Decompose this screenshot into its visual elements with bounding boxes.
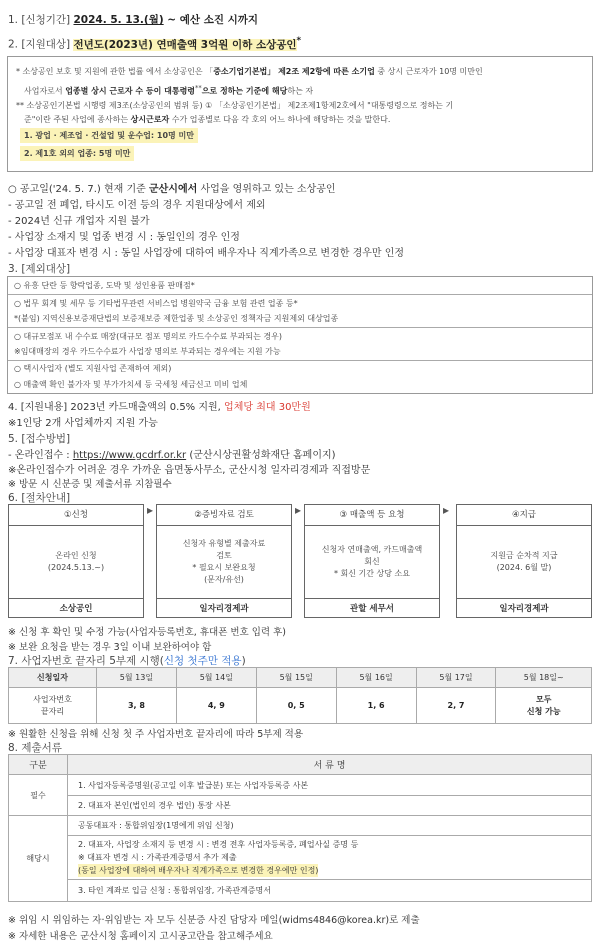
edit-note: ※ 신청 후 확인 및 수정 가능(사업자등록번호, 휴대폰 번호 입력 후)	[8, 627, 287, 638]
schedule-table	[8, 667, 592, 724]
section-documents: 8. 제출서류	[8, 742, 62, 754]
table-row: 2. 대표자, 사업장 소재지 등 변경 시 : 변경 전후 사업자등록증, 폐업사실 증명 등 ※ 대표자 변경 시 : 가족관계증명서 추가 제출 (동일 사업장에 대하여 배우자나 직계가족으로 변경한 경우에만 인정)	[9, 836, 592, 880]
cond-new-business: - 2024년 신규 개업자 지원 불가	[8, 216, 150, 227]
table-row: 신청일자 5월 13일 5월 14일 5월 15일 5월 16일 5월 17일 5월 18일~	[9, 668, 592, 688]
delegation-note: ※ 위임 시 위임하는 자·위임받는 자 모두 신분증 사진 담당자 메일(widms4846@korea.kr)로 제출	[8, 915, 420, 926]
offline-application-note: ※온라인접수가 어려운 경우 가까운 읍면동사무소, 군산시청 일자리경제과 직접방문	[8, 465, 371, 476]
exclusions-box: ○ 유흥 단란 등 향락업종, 도박 및 성인용품 판매점* ○ 법무 회계 및 세무 등 기타법무관련 서비스업 병원약국 금융 보험 관련 업종 등* *(붙임) 지역신용보증재단법의 보증재보증 제한업종 및 소상공인 정책자금 지원제외 대상업종 ○ 대규모점포 내 수수료 매장(대규모 점포 명의로 카드수수료 부과되는 경우) ※임대매장의 경우 카드수수료가 사업장 명의로 부과되는 경우에는 지원 가능 ○ 택시사업자 (별도 지원사업 존재하여 제외) ○ 매출액 확인 불가자 및 부가가치세 등 국세청 세금신고 미비 업체	[7, 276, 593, 394]
section-apply-period: 1. [신청기간] 2024. 5. 13.(월) ~ 예산 소진 시까지	[8, 14, 259, 26]
cond-owner-change: - 사업장 대표자 변경 시 : 동일 사업장에 대하여 배우자나 직계가족으로 변경한 경우만 인정	[8, 248, 405, 259]
table-row: 필수 1. 사업자등록증명원(공고일 이후 발급분) 또는 사업자등록증 사본	[9, 775, 592, 796]
section-application-method: 5. [접수방법]	[8, 433, 71, 445]
table-row: 2. 대표자 본인(법인의 경우 법인) 통장 사본	[9, 796, 592, 816]
criteria-other-industries: 2. 제1호 외의 업종: 5명 미만	[20, 146, 134, 161]
divider	[8, 360, 592, 361]
supplement-note: ※ 보완 요청을 받는 경우 3일 이내 보완하여야 함	[8, 642, 212, 653]
criteria-mining-manufacturing: 1. 광업 · 제조업 · 건설업 및 운수업: 10명 미만	[20, 128, 198, 143]
more-info-note: ※ 자세한 내용은 군산시청 홈페이지 고시공고란을 참고해주세요	[8, 931, 273, 942]
rotation-note: ※ 원활한 신청을 위해 신청 첫 주 사업자번호 끝자리에 따라 5부제 적용	[8, 729, 304, 740]
arrow-right-icon: ▸	[147, 503, 154, 517]
step-apply: ①신청 온라인 신청 (2024.5.13.~) 소상공인	[8, 504, 144, 618]
section-target: 2. [지원대상] 전년도(2023년) 연매출액 3억원 이하 소상공인*	[8, 36, 302, 51]
section-support: 4. [지원내용] 2023년 카드매출액의 0.5% 지원, 업체당 최대 30만원	[8, 402, 311, 413]
section-procedure: 6. [절차안내]	[8, 492, 71, 504]
step-payment: ④지급 지원금 순차적 지급 (2024. 6월 말) 일자리경제과	[456, 504, 592, 618]
apply-start-date: 2024. 5. 13.(월)	[73, 14, 164, 26]
table-row: 3. 타인 계좌로 입금 신청 : 통합위임장, 가족관계증명서	[9, 880, 592, 902]
step-review: ②증빙자료 검토 신청자 유형별 제출자료 검토 * 필요시 보완요청 (문자/유선) 일자리경제과	[156, 504, 292, 618]
divider	[8, 294, 592, 295]
cond-location-change: - 사업장 소재지 및 업종 변경 시 : 동일인의 경우 인정	[8, 232, 240, 243]
max-amount: 업체당 최대 30만원	[224, 402, 311, 413]
table-row: 사업자번호 끝자리 3, 8 4, 9 0, 5 1, 6 2, 7 모두 신청 가능	[9, 688, 592, 724]
step-sales-request: ③ 매출액 등 요청 신청자 연매출액, 카드매출액 회신 * 회신 기간 상당 소요 관할 세무서	[304, 504, 440, 618]
table-row: 해당시 공동대표자 : 통합위임장(1명에게 위임 신청)	[9, 816, 592, 836]
documents-table	[8, 754, 592, 902]
arrow-right-icon: ▸	[295, 503, 302, 517]
cond-location: ○ 공고일('24. 5. 7.) 현재 기준 군산시에서 사업을 영위하고 있는 소상공인	[8, 184, 336, 195]
online-application: - 온라인접수 : https://www.gcdrf.or.kr (군산시상권활성화재단 홈페이지)	[8, 450, 336, 461]
definition-note-box: * 소상공인 보호 및 지원에 관한 법률 에서 소상공인은 「중소기업기본법」 제2조 제2항에 따른 소기업 중 상시 근로자가 10명 미만인 사업자로서 업종별 상시 근로자 수 등이 대통령령**으로 정하는 기준에 해당하는 자 ** 소상공인기본법 시행령 제3조(소상공인의 범위 등) ① 「소상공인기본법」 제2조제1항제2호에서 "대통령령으로 정하는 기 준"이란 주된 사업에 종사하는 상시근로자 수가 업종별로 다음 각 호의 어느 하나에 해당하는 것을 말한다. 1. 광업 · 제조업 · 건설업 및 운수업: 10명 미만 2. 제1호 외의 업종: 5명 미만	[7, 56, 593, 172]
divider	[8, 327, 592, 328]
section-exclusions: 3. [제외대상]	[8, 263, 71, 275]
application-site-link[interactable]: https://www.gcdrf.or.kr	[72, 450, 187, 461]
arrow-right-icon: ▸	[443, 503, 450, 517]
table-row: 구분 서 류 명	[9, 755, 592, 775]
visit-id-note: ※ 방문 시 신분증 및 제출서류 지참필수	[8, 479, 172, 490]
support-limit-note: ※1인당 2개 사업체까지 지원 가능	[8, 418, 158, 429]
cond-closed: - 공고일 전 폐업, 타시도 이전 등의 경우 지원대상에서 제외	[8, 200, 266, 211]
target-description: 전년도(2023년) 연매출액 3억원 이하 소상공인	[73, 38, 297, 51]
section-5day-rotation: 7. 사업자번호 끝자리 5부제 시행(신청 첫주만 적용)	[8, 655, 246, 667]
